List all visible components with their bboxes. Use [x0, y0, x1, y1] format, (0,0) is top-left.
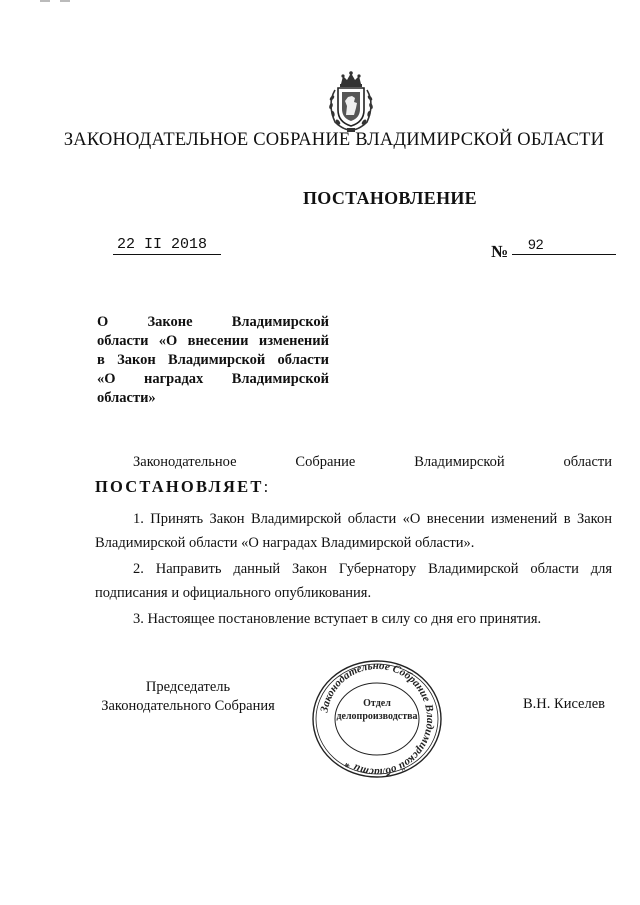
subject-line: «О наградах Владимирской — [97, 371, 329, 387]
paragraph-3: 3. Настоящее постановление вступает в силу со дня его принятия. — [133, 611, 542, 627]
coat-of-arms-icon — [323, 70, 379, 134]
preamble — [133, 454, 612, 471]
signatory-position — [93, 678, 283, 716]
document-date: 22 II 2018 — [113, 236, 221, 255]
scan-mark — [40, 0, 80, 4]
number-sign: № — [491, 242, 509, 261]
stamp-center-line: Отдел — [363, 698, 391, 709]
preamble-word: Собрание — [295, 454, 356, 470]
position-line: Законодательного Собрания — [101, 698, 275, 714]
subject-line: области» — [97, 390, 156, 406]
stamp-ring-text: Законодательное Собрание Владимирской области * — [318, 659, 437, 779]
subject-line: в Закон Владимирской области — [97, 352, 329, 368]
decides-word: ПОСТАНОВЛЯЕТ — [95, 477, 264, 496]
paragraph-2: 2. Направить данный Закон Губернатору Владимирской области для подписания и официального опубликования. — [95, 561, 612, 601]
paragraph-1: 1. Принять Закон Владимирской области «О внесении изменений в Закон Владимирской области «О наградах Владимирской области». — [95, 511, 612, 551]
stamp-center-text — [330, 697, 424, 723]
document-subject — [97, 313, 329, 408]
document-number: 92 — [512, 236, 616, 255]
signatory-name: В.Н. Киселев — [523, 696, 606, 712]
document-type-heading: ПОСТАНОВЛЕНИЕ — [303, 188, 477, 208]
position-line: Председатель — [145, 679, 231, 695]
subject-line: О Законе Владимирской — [97, 314, 329, 330]
preamble-word: области — [563, 454, 612, 470]
decides-heading — [95, 477, 268, 497]
preamble-word: Владимирской — [414, 454, 505, 470]
subject-line: области «О внесении изменений — [97, 333, 329, 349]
organization-title: ЗАКОНОДАТЕЛЬНОЕ СОБРАНИЕ ВЛАДИМИРСКОЙ ОБЛАСТИ — [63, 130, 605, 150]
stamp-center-line: делопроизводства — [336, 711, 418, 722]
decides-colon: : — [263, 477, 269, 496]
preamble-word: Законодательное — [133, 454, 237, 470]
